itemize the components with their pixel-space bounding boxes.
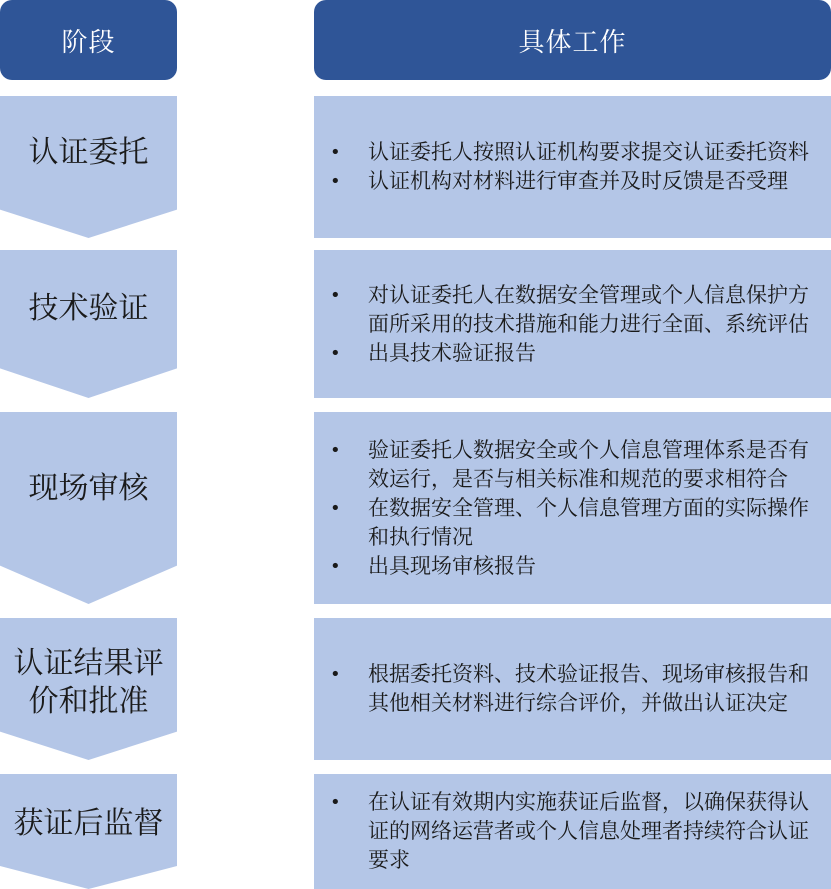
- list-item-text: 在数据安全管理、个人信息管理方面的实际操作和执行情况: [368, 495, 809, 549]
- work-box-1: [314, 96, 831, 238]
- list-item-text: 出具现场审核报告: [368, 553, 536, 578]
- work-box-5: [314, 774, 831, 889]
- work-box-4: [314, 618, 831, 760]
- stage-label-text: 认证结果评价和批准: [13, 646, 164, 719]
- bullet-icon: •: [330, 497, 341, 519]
- bullet-icon: •: [330, 171, 341, 192]
- work-box-3: [314, 412, 831, 604]
- stage-label-5: [0, 774, 177, 874]
- work-box-2: [314, 250, 831, 398]
- bullet-icon: •: [330, 342, 341, 364]
- stage-label-1: [0, 96, 177, 210]
- stage-label-4: [0, 618, 177, 748]
- stage-label-2: [0, 250, 177, 368]
- stage-header-label: 阶段: [61, 27, 116, 58]
- list-item: [328, 552, 809, 581]
- work-column-header: [314, 0, 831, 80]
- bullet-icon: •: [330, 439, 341, 461]
- stage-label-text: 认证委托: [28, 135, 149, 170]
- list-item-text: 对认证委托人在数据安全管理或个人信息保护方面所采用的技术措施和能力进行全面、系统评估: [368, 282, 809, 336]
- stage-label-text: 现场审核: [28, 471, 149, 506]
- bullet-icon: •: [330, 792, 341, 813]
- stage-column-header: [0, 0, 177, 80]
- list-item-text: 根据委托资料、技术验证报告、现场审核报告和其他相关材料进行综合评价，并做出认证决定: [368, 662, 809, 715]
- list-item: [328, 436, 809, 494]
- list-item-text: 出具技术验证报告: [368, 340, 536, 365]
- list-item: [328, 339, 809, 368]
- list-item: [328, 281, 809, 339]
- bullet-icon: •: [330, 555, 341, 577]
- stage-label-text: 获证后监督: [13, 806, 164, 841]
- bullet-icon: •: [330, 284, 341, 306]
- list-item-text: 在认证有效期内实施获证后监督，以确保获得认证的网络运营者或个人信息处理者持续符合认证要求: [368, 790, 809, 872]
- stage-label-text: 技术验证: [28, 291, 149, 326]
- list-item: [328, 788, 809, 875]
- bullet-icon: •: [330, 142, 341, 163]
- list-item: [328, 494, 809, 552]
- list-item-text: 认证机构对材料进行审查并及时反馈是否受理: [368, 169, 788, 193]
- list-item-text: 验证委托人数据安全或个人信息管理体系是否有效运行，是否与相关标准和规范的要求相符合: [368, 437, 809, 491]
- list-item: [328, 138, 809, 167]
- bullet-icon: •: [330, 664, 341, 685]
- work-header-label: 具体工作: [518, 27, 627, 58]
- list-item-text: 认证委托人按照认证机构要求提交认证委托资料: [368, 140, 809, 164]
- stage-label-3: [0, 412, 177, 566]
- list-item: [328, 167, 809, 196]
- list-item: [328, 660, 809, 718]
